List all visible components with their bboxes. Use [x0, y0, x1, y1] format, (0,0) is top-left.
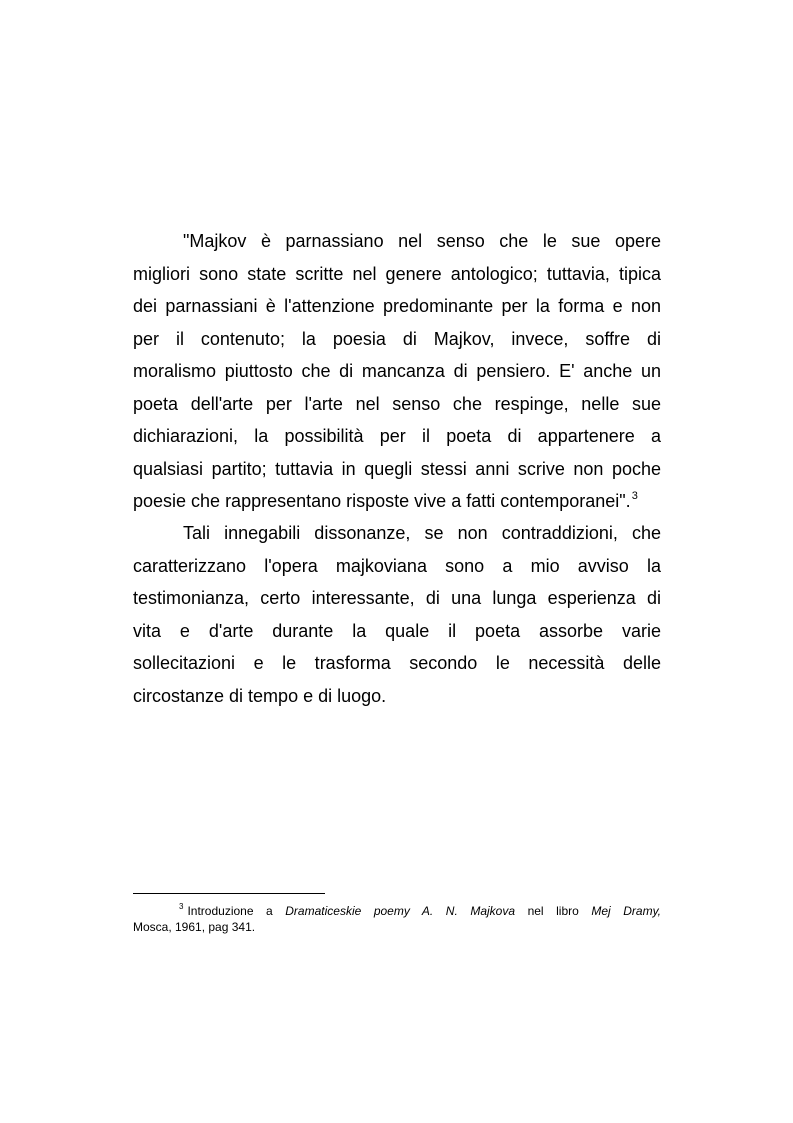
- paragraph-1-line-4: per il contenuto; la poesia di Majkov, invece, soffre di: [133, 329, 661, 349]
- footnote-intro: Introduzione a: [187, 904, 273, 918]
- paragraph-1-line-8: qualsiasi partito; tuttavia in quegli stessi anni scrive non poche: [133, 459, 661, 479]
- footnote-separator: [133, 893, 325, 894]
- paragraph-2-line-4: vita e d'arte durante la quale il poeta assorbe varie: [133, 621, 661, 641]
- paragraph-2-line-1: Tali innegabili dissonanze, se non contraddizioni, che: [183, 523, 661, 543]
- paragraph-1-line-9: [133, 490, 661, 512]
- paragraph-2-line-5: sollecitazioni e le trasforma secondo le necessità delle: [133, 653, 661, 673]
- paragraph-1-line-1: "Majkov è parnassiano nel senso che le sue opere: [183, 231, 661, 251]
- paragraph-2-line-2: caratterizzano l'opera majkoviana sono a mio avviso la: [133, 556, 661, 576]
- footnote-middle: nel libro: [527, 904, 579, 918]
- paragraph-2-line-6: circostanze di tempo e di luogo.: [133, 686, 387, 706]
- paragraph-2-line-3: testimonianza, certo interessante, di una lunga esperienza di: [133, 588, 661, 608]
- footnote-line-2: Mosca, 1961, pag 341.: [133, 920, 256, 934]
- footnote-line-1: [178, 903, 661, 919]
- paragraph-1-line-3: dei parnassiani è l'attenzione predominante per la forma e non: [133, 296, 661, 316]
- paragraph-1-line-6: poeta dell'arte per l'arte nel senso che respinge, nelle sue: [133, 394, 661, 414]
- paragraph-1-line-9-text: poesie che rappresentano risposte vive a fatti contemporanei".: [133, 491, 631, 511]
- footnote-reference[interactable]: 3: [631, 490, 638, 502]
- paragraph-1-line-5: moralismo piuttosto che di mancanza di pensiero. E' anche un: [133, 361, 661, 381]
- footnote-book-title: Mej Dramy,: [591, 904, 662, 918]
- paragraph-1-line-7: dichiarazioni, la possibilità per il poeta di appartenere a: [133, 426, 661, 446]
- paragraph-1-line-2: migliori sono state scritte nel genere antologico; tuttavia, tipica: [133, 264, 661, 284]
- footnote-number: 3: [179, 902, 184, 911]
- footnote-work-title: Dramaticeskie poemy A. N. Majkova: [285, 904, 516, 918]
